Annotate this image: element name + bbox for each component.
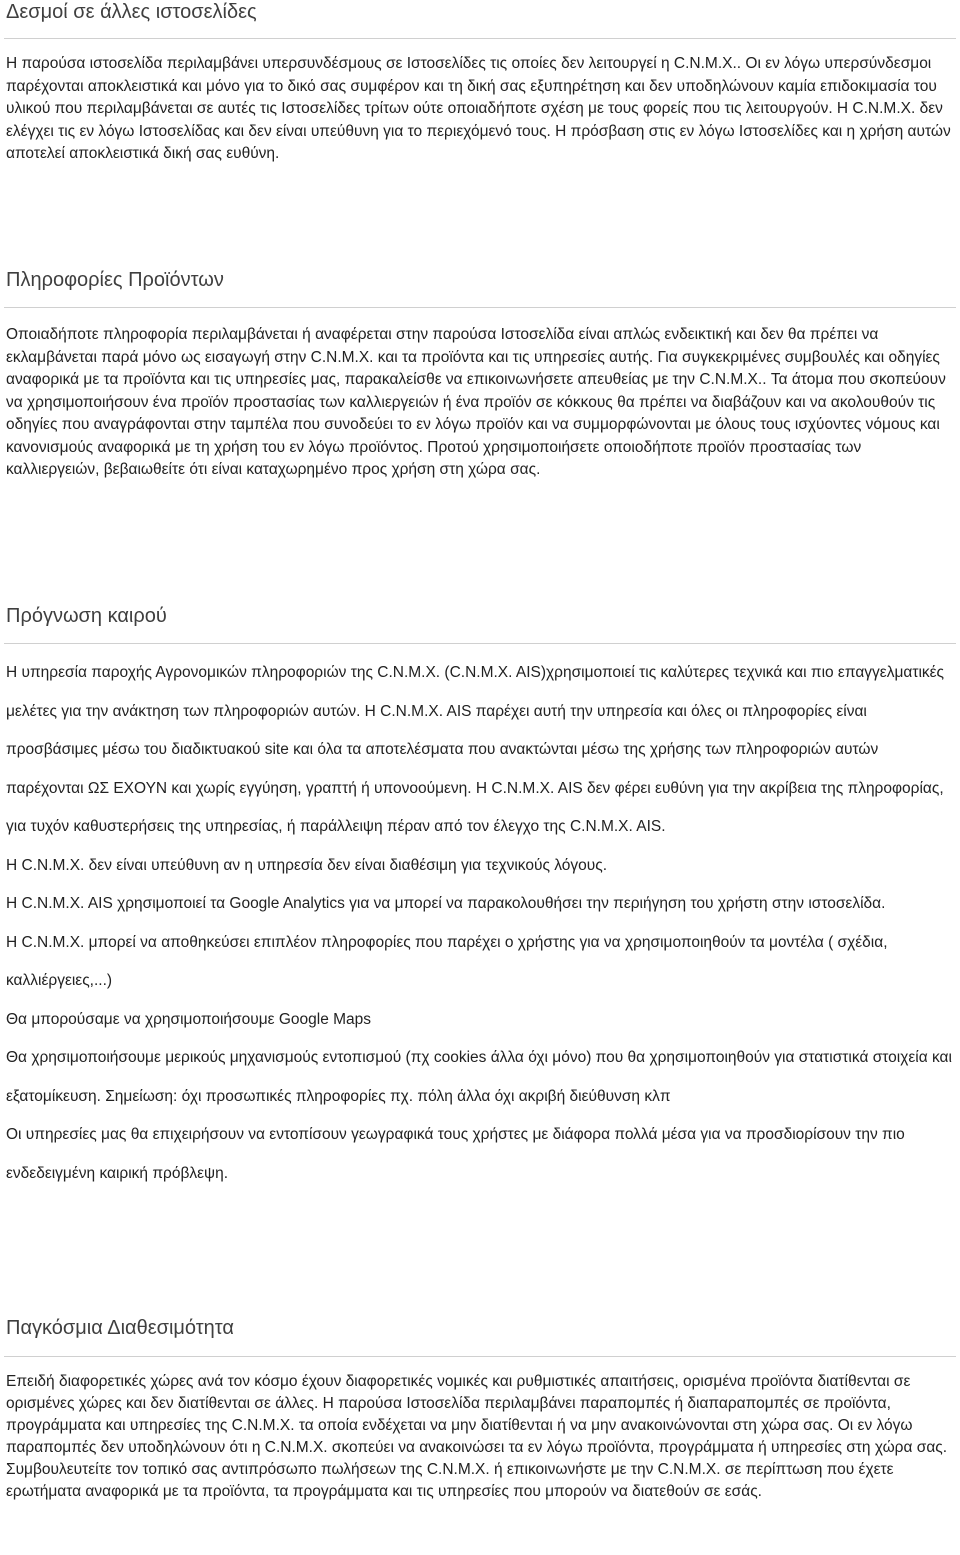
section-body bbox=[6, 654, 952, 1193]
section-external-links bbox=[0, 0, 960, 166]
section-heading: Πληροφορίες Προϊόντων bbox=[6, 269, 224, 291]
section-product-info bbox=[0, 268, 960, 482]
section-divider bbox=[4, 307, 956, 308]
paragraph: Θα μπορούσαμε να χρησιμοποιήσουμε Google Maps bbox=[6, 1010, 372, 1028]
section-body bbox=[6, 53, 952, 166]
section-heading: Πρόγνωση καιρού bbox=[6, 605, 167, 627]
paragraph: Η C.N.M.X. δεν είναι υπεύθυνη αν η υπηρεσία δεν είναι διαθέσιμη για τεχνικούς λόγους. bbox=[6, 856, 608, 874]
section-body bbox=[6, 324, 952, 482]
paragraph: Θα χρησιμοποιήσουμε μερικούς μηχανισμούς εντοπισμού (πχ cookies άλλα όχι μόνο) που θα χρησιμοποιηθούν για στατιστικά στοιχεία και εξατομίκευση. Σημείωση: όχι προσωπικές πληροφορίες πχ. πόλη άλλα όχι ακριβή διεύθυνση κλπ bbox=[6, 1049, 952, 1105]
section-body bbox=[6, 1371, 952, 1503]
paragraph: Επειδή διαφορετικές χώρες ανά τον κόσμο έχουν διαφορετικές νομικές και ρυθμιστικές απαιτήσεις, ορισμένα προϊόντα διατίθενται σε ορισμένες χώρες και δεν διατίθενται σε άλλες. Η παρούσα Ιστοσελίδα περιλαμβάνει παραπομπές ή διαπαραπομπές σε προϊόντα, προγράμματα και υπηρεσίες της C.N.M.X. τα οποία ενδέχεται να μην διατίθενται ή να μην ανακοινώνονται στη χώρα σας. Οι εν λόγω παραπομπές δεν υποδηλώνουν ότι η C.N.M.X. σκοπεύει να ανακοινώσει τα εν λόγω προϊόντα, προγράμματα ή υπηρεσίες στη χώρα σας. Συμβουλευτείτε τον τοπικό σας αντιπρόσωπο πωλήσεων της C.N.M.X. ή επικοινωνήστε με την C.N.M.X. σε περίπτωση που έχετε ερωτήματα αναφορικά με τα προϊόντα, τα προγράμματα και τις υπηρεσίες που μπορούν να διατεθούν σε εσάς. bbox=[6, 1373, 948, 1500]
section-heading: Παγκόσμια Διαθεσιμότητα bbox=[6, 1317, 234, 1339]
paragraph: Οι υπηρεσίες μας θα επιχειρήσουν να εντοπίσουν γεωγραφικά τους χρήστες με διάφορα πολλά μέσα για να προσδιορίσουν την πιο ενδεδειγμένη καιρική πρόβλεψη. bbox=[6, 1126, 905, 1182]
paragraph: Η C.N.M.X. AIS χρησιμοποιεί τα Google Analytics για να μπορεί να παρακολουθήσει την περιήγηση του χρήστη στην ιστοσελίδα. bbox=[6, 895, 886, 912]
paragraph: Οποιαδήποτε πληροφορία περιλαμβάνεται ή αναφέρεται στην παρούσα Ιστοσελίδα είναι απλώς ενδεικτική και δεν θα πρέπει να εκλαμβάνεται παρά μόνο ως εισαγωγή στην C.N.M.X. και τα προϊόντα και τις υπηρεσίες αυτής. Για συγκεκριμένες συμβουλές και οδηγίες αναφορικά με τα προϊόντα και τις υπηρεσίες μας, παρακαλείσθε να επικοινωνήσετε απευθείας με την C.N.M.X.. Τα άτομα που σκοπεύουν να χρησιμοποιήσουν ένα προϊόν προστασίας των καλλιεργειών ή ένα προϊόν σε κόκκους θα πρέπει να διαβάζουν και να ακολουθούν τις οδηγίες που αναγράφονται στην ταμπέλα που συνοδεύει το εν λόγω προϊόν και να συμμορφώνονται με όλους τους ισχύοντες νόμους και κανονισμούς αναφορικά με τη χρήση του εν λόγω προϊόντος. Προτού χρησιμοποιήσετε οποιοδήποτε προϊόν προστασίας των καλλιεργειών, βεβαιωθείτε ότι είναι καταχωρημένο προς χρήση στη χώρα σας. bbox=[6, 326, 946, 478]
section-divider bbox=[4, 1356, 956, 1357]
paragraph: Η C.N.M.X. μπορεί να αποθηκεύσει επιπλέον πληροφορίες που παρέχει ο χρήστης για να χρησιμοποιηθούν τα μοντέλα ( σχέδια, καλλιέργειες,...) bbox=[6, 933, 888, 989]
section-divider bbox=[4, 643, 956, 644]
section-heading: Δεσμοί σε άλλες ιστοσελίδες bbox=[6, 1, 257, 23]
section-weather-forecast bbox=[0, 604, 960, 1193]
section-divider bbox=[4, 38, 956, 39]
paragraph: Η παρούσα ιστοσελίδα περιλαμβάνει υπερσυνδέσμους σε Ιστοσελίδες τις οποίες δεν λειτουργεί η C.N.M.X.. Οι εν λόγω υπερσύνδεσμοι παρέχονται αποκλειστικά και μόνο για το δικό σας συμφέρον και τη δική σας εξυπηρέτηση και δεν υποδηλώνουν καμία επιδοκιμασία του υλικού που περιλαμβάνεται σε αυτές τις Ιστοσελίδες τρίτων ούτε οποιαδήποτε σχέση με τους φορείς που τις λειτουργούν. Η C.N.M.X. δεν ελέγχει τις εν λόγω Ιστοσελίδας και δεν είναι υπεύθυνη για το περιεχόμενό τους. Η πρόσβαση στις εν λόγω Ιστοσελίδες και η χρήση αυτών αποτελεί αποκλειστικά δική σας ευθύνη. bbox=[6, 55, 951, 162]
section-global-availability bbox=[0, 1316, 960, 1503]
paragraph: Η υπηρεσία παροχής Αγρονομικών πληροφοριών της C.N.M.X. (C.N.M.X. AIS)χρησιμοποιεί τις καλύτερες τεχνικά και πιο επαγγελματικές μελέτες για την ανάκτηση των πληροφοριών αυτών. Η C.N.M.X. AIS παρέχει αυτή την υπηρεσία και όλες οι πληροφορίες είναι προσβάσιμες μέσω του διαδικτυακού site και όλα τα αποτελέσματα που ανακτώνται μέσω της χρήσης των πληροφοριών αυτών παρέχονται ΩΣ ΕΧΟΥΝ και χωρίς εγγύηση, γραπτή ή υπονοούμενη. Η C.N.M.X. AIS δεν φέρει ευθύνη για την ακρίβεια της πληροφορίας, για τυχόν καθυστερήσεις της υπηρεσίας, ή παράλλειψη πέραν από τον έλεγχο της C.N.M.X. AIS. bbox=[6, 664, 945, 835]
